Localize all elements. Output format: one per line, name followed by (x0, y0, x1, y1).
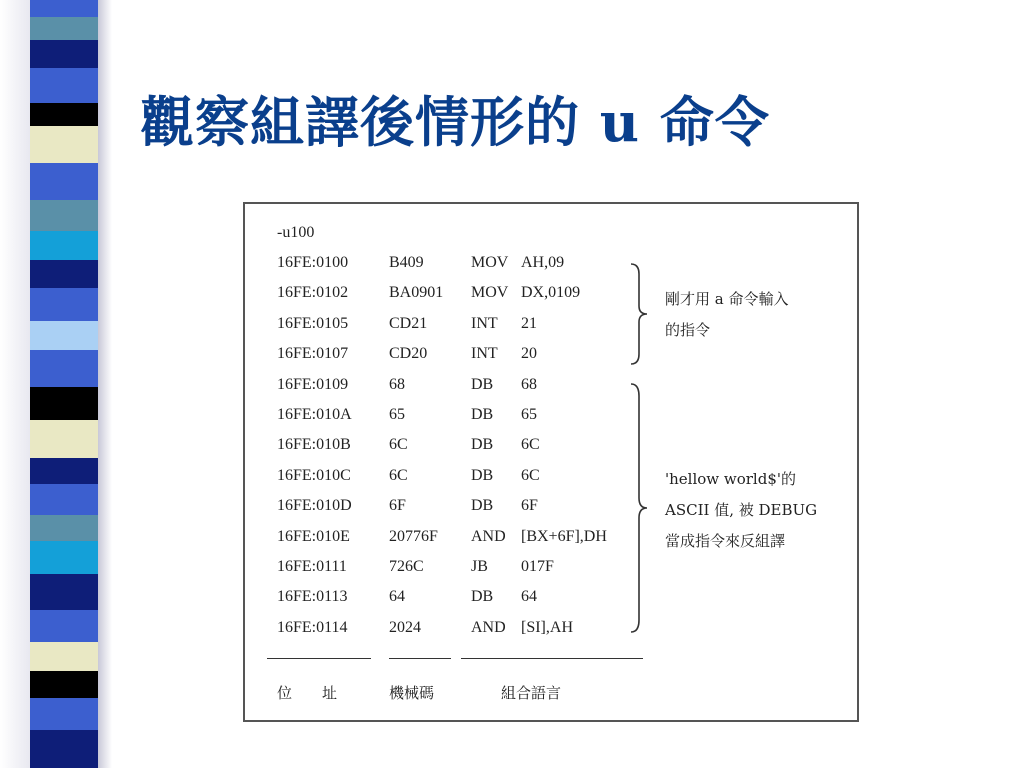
side-bar-block (30, 163, 98, 200)
operand-cell: AH,09 (521, 254, 565, 271)
note-ascii-values (665, 464, 817, 557)
operand-cell: 65 (521, 406, 537, 423)
machine-code-cell: 6C (389, 436, 408, 454)
debug-listing-figure (243, 202, 859, 722)
side-bar-block (30, 0, 98, 17)
side-bar-block (30, 610, 98, 641)
opcode-cell: MOV (471, 284, 509, 302)
note-typed-instructions (665, 284, 788, 346)
side-bar-block (30, 642, 98, 671)
operand-cell: 6C (521, 466, 540, 484)
sidebar-edge (98, 0, 112, 768)
side-bar-block (30, 17, 98, 41)
note-line: 當成指令來反組譯 (665, 532, 786, 550)
opcode-cell: AND (471, 618, 506, 636)
address-cell: 16FE:0100 (277, 254, 349, 271)
decorative-side-bar (30, 0, 98, 768)
side-bar-block (30, 260, 98, 288)
side-bar-block (30, 350, 98, 387)
operand-cell: 21 (521, 314, 537, 332)
rule-address (267, 658, 371, 659)
opcode-cell: DB (471, 436, 494, 454)
debug-command: -u100 (277, 224, 315, 241)
sidebar-shade (0, 0, 30, 768)
opcode-cell: AND (471, 527, 506, 545)
opcode-cell: JB (471, 558, 488, 575)
address-cell: 16FE:0102 (277, 284, 349, 302)
side-bar-block (30, 458, 98, 484)
machine-code-cell: BA0901 (389, 284, 444, 302)
address-cell: 16FE:0114 (277, 618, 348, 636)
address-cell: 16FE:0111 (277, 558, 347, 575)
opcode-cell: DB (471, 406, 494, 423)
side-bar-block (30, 387, 98, 420)
operand-cell: [SI],AH (521, 618, 573, 636)
side-bar-block (30, 420, 98, 458)
side-bar-block (30, 515, 98, 541)
operand-cell: [BX+6F],DH (521, 527, 607, 545)
operand-cell: 68 (521, 375, 537, 393)
address-cell: 16FE:0107 (277, 345, 349, 363)
side-bar-block (30, 541, 98, 574)
note-line: 的指令 (665, 321, 711, 339)
opcode-cell: INT (471, 345, 498, 363)
label-address: 位 址 (277, 684, 338, 702)
label-machine-code: 機械碼 (389, 684, 435, 702)
machine-code-cell: 6F (389, 497, 406, 515)
opcode-cell: DB (471, 588, 494, 606)
operand-cell: 20 (521, 345, 537, 363)
side-bar-block (30, 321, 98, 350)
side-bar-block (30, 484, 98, 515)
rule-machine-code (389, 658, 451, 659)
machine-code-cell: 726C (389, 558, 424, 575)
machine-code-cell: B409 (389, 254, 424, 271)
address-cell: 16FE:010C (277, 466, 351, 484)
note-line: 'hellow world$'的 (665, 470, 797, 488)
side-bar-block (30, 698, 98, 729)
opcode-cell: DB (471, 466, 494, 484)
opcode-cell: DB (471, 375, 494, 393)
note-line: ASCII 值, 被 DEBUG (665, 501, 818, 519)
machine-code-cell: 20776F (389, 527, 438, 545)
opcode-cell: MOV (471, 254, 509, 271)
side-bar-block (30, 574, 98, 611)
note-line: 剛才用 a 命令輸入 (665, 290, 789, 308)
operand-cell: 017F (521, 558, 554, 575)
machine-code-cell: CD21 (389, 314, 428, 332)
address-cell: 16FE:0105 (277, 314, 349, 332)
side-bar-block (30, 671, 98, 699)
machine-code-cell: 6C (389, 466, 408, 484)
address-cell: 16FE:0113 (277, 588, 348, 606)
address-cell: 16FE:010B (277, 436, 351, 454)
side-bar-block (30, 200, 98, 231)
operand-cell: 64 (521, 588, 537, 606)
side-bar-block (30, 68, 98, 103)
side-bar-block (30, 126, 98, 163)
side-bar-block (30, 231, 98, 260)
operand-cell: DX,0109 (521, 284, 581, 302)
operand-cell: 6C (521, 436, 540, 454)
opcode-cell: DB (471, 497, 494, 515)
operand-cell: 6F (521, 497, 538, 515)
machine-code-cell: 68 (389, 375, 405, 393)
side-bar-block (30, 288, 98, 321)
slide-title: 觀察組譯後情形的 u 命令 (140, 90, 770, 154)
brace-top (629, 262, 649, 366)
brace-bottom (629, 382, 649, 634)
machine-code-cell: 65 (389, 406, 405, 423)
machine-code-cell: 2024 (389, 618, 421, 636)
side-bar-block (30, 730, 98, 768)
machine-code-cell: 64 (389, 588, 405, 606)
opcode-cell: INT (471, 314, 498, 332)
side-bar-block (30, 40, 98, 68)
address-cell: 16FE:010A (277, 406, 352, 423)
side-bar-block (30, 103, 98, 127)
rule-assembly (461, 658, 643, 659)
address-cell: 16FE:0109 (277, 375, 349, 393)
address-cell: 16FE:010E (277, 527, 350, 545)
label-assembly: 組合語言 (501, 684, 562, 702)
address-cell: 16FE:010D (277, 497, 352, 515)
machine-code-cell: CD20 (389, 345, 428, 363)
